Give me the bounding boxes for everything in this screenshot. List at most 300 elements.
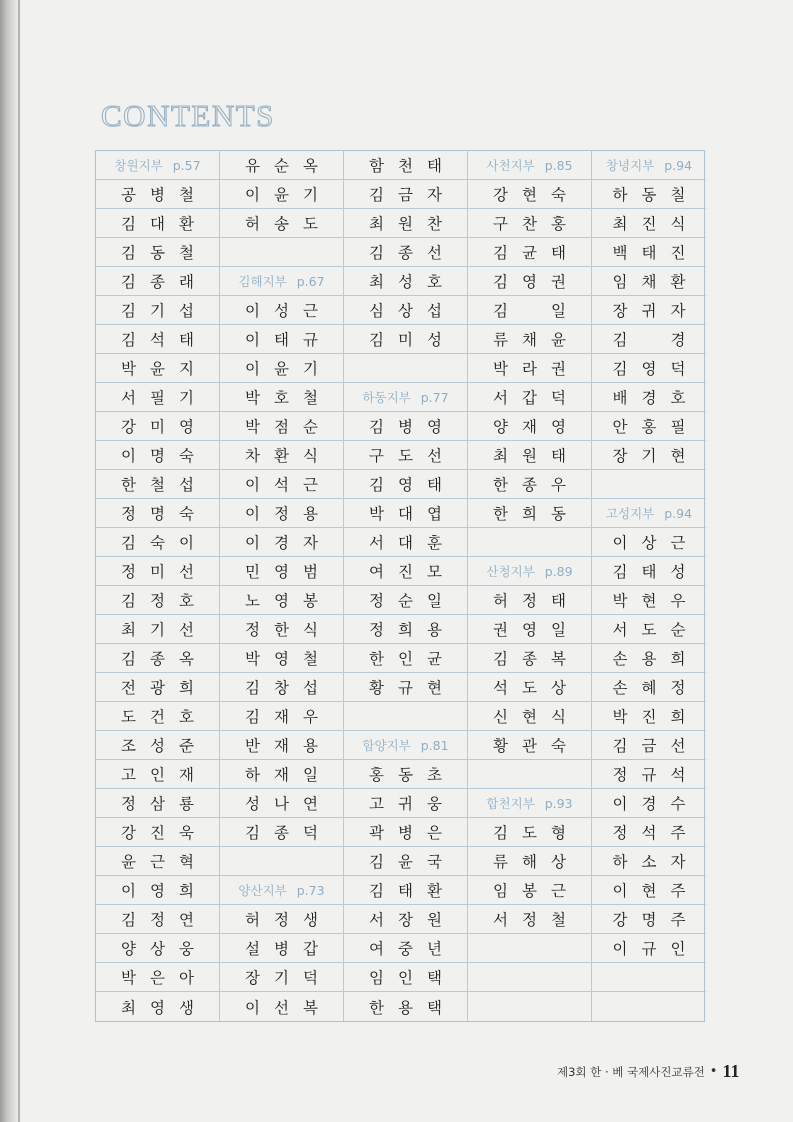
member-name-cell bbox=[220, 557, 344, 586]
member-name-cell bbox=[468, 383, 592, 412]
member-name-cell bbox=[96, 644, 220, 673]
member-name: 김 종 덕 bbox=[245, 824, 318, 842]
branch-page-ref: p.89 bbox=[544, 563, 573, 579]
member-name: 신 현 식 bbox=[493, 708, 566, 726]
member-name: 허 송 도 bbox=[245, 215, 318, 233]
member-name-cell bbox=[220, 702, 344, 731]
member-name: 강 미 영 bbox=[121, 418, 194, 436]
member-name: 김 경 bbox=[612, 331, 686, 349]
member-name-cell bbox=[220, 818, 344, 847]
member-name-cell bbox=[344, 557, 468, 586]
member-name: 전 광 희 bbox=[121, 679, 194, 697]
branch-name: 산청지부 bbox=[486, 564, 535, 579]
member-name-cell bbox=[344, 528, 468, 557]
member-name-cell bbox=[592, 586, 706, 615]
member-name: 김 정 연 bbox=[121, 911, 194, 929]
member-name-cell bbox=[592, 296, 706, 325]
member-name: 이 영 희 bbox=[121, 882, 194, 900]
member-name-cell bbox=[344, 673, 468, 702]
member-name: 유 순 옥 bbox=[245, 157, 318, 175]
member-name: 김 금 선 bbox=[612, 737, 686, 755]
member-name-cell bbox=[96, 963, 220, 992]
member-name: 설 병 갑 bbox=[245, 940, 318, 958]
member-name-cell bbox=[592, 354, 706, 383]
member-name-cell bbox=[592, 267, 706, 296]
empty-cell bbox=[468, 992, 592, 1021]
member-name-cell bbox=[592, 615, 706, 644]
member-name-cell bbox=[220, 528, 344, 557]
member-name: 최 성 호 bbox=[369, 273, 442, 291]
member-name: 서 갑 덕 bbox=[493, 389, 566, 407]
member-name: 박 라 권 bbox=[493, 360, 566, 378]
member-name-cell bbox=[96, 499, 220, 528]
member-name: 김 금 자 bbox=[369, 186, 442, 204]
member-name: 안 홍 필 bbox=[612, 418, 686, 436]
member-name: 정 미 선 bbox=[121, 563, 194, 581]
member-name-cell bbox=[96, 789, 220, 818]
member-name: 김 종 선 bbox=[369, 244, 442, 262]
member-name-cell bbox=[96, 354, 220, 383]
branch-header bbox=[220, 267, 344, 296]
member-name-cell bbox=[96, 731, 220, 760]
member-name-cell bbox=[96, 557, 220, 586]
member-name: 이 태 규 bbox=[245, 331, 318, 349]
member-name: 임 채 환 bbox=[612, 273, 686, 291]
member-name-cell bbox=[468, 847, 592, 876]
member-name-cell bbox=[96, 528, 220, 557]
member-name: 한 종 우 bbox=[493, 476, 566, 494]
member-name-cell bbox=[96, 412, 220, 441]
member-name: 손 혜 정 bbox=[612, 679, 686, 697]
member-name: 정 순 일 bbox=[369, 592, 442, 610]
member-name: 강 명 주 bbox=[612, 911, 686, 929]
member-name: 최 진 식 bbox=[612, 215, 686, 233]
member-name: 김 석 태 bbox=[121, 331, 194, 349]
member-name-cell bbox=[220, 499, 344, 528]
member-name-cell bbox=[344, 905, 468, 934]
member-name-cell bbox=[468, 180, 592, 209]
member-name: 정 한 식 bbox=[245, 621, 318, 639]
member-name: 김 대 환 bbox=[121, 215, 194, 233]
member-name-cell bbox=[468, 586, 592, 615]
member-name-cell bbox=[468, 209, 592, 238]
member-name-cell bbox=[468, 470, 592, 499]
member-name-cell bbox=[344, 180, 468, 209]
member-name: 박 윤 지 bbox=[121, 360, 194, 378]
member-name-cell bbox=[468, 644, 592, 673]
member-name-cell bbox=[96, 209, 220, 238]
member-name-cell bbox=[220, 180, 344, 209]
branch-page-ref: p.81 bbox=[420, 737, 449, 753]
member-name-cell bbox=[96, 325, 220, 354]
member-name: 고 귀 웅 bbox=[369, 795, 442, 813]
member-name: 정 명 숙 bbox=[121, 505, 194, 523]
member-name: 구 찬 홍 bbox=[493, 215, 566, 233]
member-name: 김 일 bbox=[493, 302, 566, 320]
branch-page-ref: p.57 bbox=[172, 157, 201, 173]
member-name: 하 재 일 bbox=[245, 766, 318, 784]
branch-page-ref: p.85 bbox=[544, 157, 573, 173]
member-name: 임 인 택 bbox=[369, 969, 442, 987]
member-name: 이 상 근 bbox=[612, 534, 686, 552]
member-name-cell bbox=[344, 470, 468, 499]
member-name: 한 용 택 bbox=[369, 998, 442, 1017]
member-name: 여 중 년 bbox=[369, 940, 442, 958]
branch-header bbox=[96, 151, 220, 180]
member-name: 김 창 섭 bbox=[245, 679, 318, 697]
empty-cell bbox=[592, 470, 706, 499]
branch-page-ref: p.73 bbox=[296, 882, 325, 898]
member-name: 성 나 연 bbox=[245, 795, 318, 813]
member-name-cell bbox=[468, 615, 592, 644]
member-name-cell bbox=[344, 151, 468, 180]
member-name-cell bbox=[592, 325, 706, 354]
member-name: 곽 병 은 bbox=[369, 824, 442, 842]
member-name-cell bbox=[468, 325, 592, 354]
branch-name: 김해지부 bbox=[238, 274, 287, 289]
member-name: 하 동 칠 bbox=[612, 186, 686, 204]
member-name: 윤 근 혁 bbox=[121, 853, 194, 871]
member-name-cell bbox=[592, 731, 706, 760]
member-name: 김 종 옥 bbox=[121, 650, 194, 668]
member-name-cell bbox=[344, 441, 468, 470]
member-name-cell bbox=[468, 412, 592, 441]
member-name: 김 윤 국 bbox=[369, 853, 442, 871]
member-name-cell bbox=[592, 673, 706, 702]
member-name-cell bbox=[592, 238, 706, 267]
member-name: 이 경 수 bbox=[612, 795, 686, 813]
member-name-cell bbox=[592, 644, 706, 673]
member-name: 강 진 욱 bbox=[121, 824, 194, 842]
member-name-cell bbox=[96, 876, 220, 905]
member-name-cell bbox=[96, 673, 220, 702]
member-name-cell bbox=[344, 296, 468, 325]
member-name-cell bbox=[592, 412, 706, 441]
member-name: 허 정 태 bbox=[493, 592, 566, 610]
member-name: 김 기 섭 bbox=[121, 302, 194, 320]
member-name-cell bbox=[96, 818, 220, 847]
member-name-cell bbox=[592, 934, 706, 963]
member-name: 이 윤 기 bbox=[245, 186, 318, 204]
branch-header bbox=[344, 383, 468, 412]
member-name-cell bbox=[592, 557, 706, 586]
member-name-cell bbox=[220, 615, 344, 644]
member-name-cell bbox=[468, 238, 592, 267]
branch-name: 창원지부 bbox=[114, 158, 163, 173]
member-name-cell bbox=[220, 325, 344, 354]
member-name-cell bbox=[220, 905, 344, 934]
member-name-cell bbox=[220, 673, 344, 702]
branch-name: 창녕지부 bbox=[605, 158, 655, 173]
member-name: 백 태 진 bbox=[612, 244, 686, 262]
member-name: 서 장 원 bbox=[369, 911, 442, 929]
member-name-cell bbox=[96, 267, 220, 296]
member-name: 홍 동 초 bbox=[369, 766, 442, 784]
member-name: 이 경 자 bbox=[245, 534, 318, 552]
member-name-cell bbox=[220, 731, 344, 760]
member-name: 한 인 균 bbox=[369, 650, 442, 668]
member-name: 황 규 현 bbox=[369, 679, 442, 697]
member-name: 김 영 태 bbox=[369, 476, 442, 494]
member-name: 정 석 주 bbox=[612, 824, 686, 842]
empty-cell bbox=[220, 238, 344, 267]
member-name-cell bbox=[592, 702, 706, 731]
member-name: 서 대 훈 bbox=[369, 534, 442, 552]
footer-bullet: • bbox=[709, 1064, 718, 1079]
member-name-cell bbox=[592, 383, 706, 412]
member-name-cell bbox=[344, 992, 468, 1021]
member-name-cell bbox=[96, 238, 220, 267]
member-name: 노 영 봉 bbox=[245, 592, 318, 610]
member-name: 장 기 현 bbox=[612, 447, 686, 465]
member-name-cell bbox=[96, 934, 220, 963]
member-name: 김 숙 이 bbox=[121, 534, 194, 552]
member-name-cell bbox=[96, 383, 220, 412]
member-name-cell bbox=[96, 441, 220, 470]
member-name-cell bbox=[220, 209, 344, 238]
member-name: 류 채 윤 bbox=[493, 331, 566, 349]
member-name-cell bbox=[592, 789, 706, 818]
empty-cell bbox=[344, 702, 468, 731]
member-name-cell bbox=[96, 905, 220, 934]
member-name-cell bbox=[220, 934, 344, 963]
member-name-cell bbox=[220, 441, 344, 470]
member-name-cell bbox=[220, 586, 344, 615]
branch-header bbox=[468, 557, 592, 586]
member-name-cell bbox=[592, 905, 706, 934]
branch-name: 함양지부 bbox=[362, 738, 411, 753]
member-name: 허 정 생 bbox=[245, 911, 318, 929]
empty-cell bbox=[468, 963, 592, 992]
member-name: 심 상 섭 bbox=[369, 302, 442, 320]
branch-page-ref: p.94 bbox=[664, 157, 693, 173]
member-name: 공 병 철 bbox=[121, 186, 194, 204]
member-name: 박 은 아 bbox=[121, 969, 194, 987]
member-name: 이 규 인 bbox=[612, 940, 686, 958]
member-name-cell bbox=[344, 499, 468, 528]
member-name: 김 종 래 bbox=[121, 273, 194, 291]
member-name-cell bbox=[468, 702, 592, 731]
empty-cell bbox=[344, 354, 468, 383]
member-name-cell bbox=[468, 441, 592, 470]
branch-page-ref: p.67 bbox=[296, 273, 325, 289]
member-name-cell bbox=[220, 383, 344, 412]
member-name-cell bbox=[344, 847, 468, 876]
member-name-cell bbox=[344, 238, 468, 267]
member-name: 박 대 엽 bbox=[369, 505, 442, 523]
member-name-cell bbox=[468, 818, 592, 847]
member-name: 이 성 근 bbox=[245, 302, 318, 320]
member-name: 도 건 호 bbox=[121, 708, 194, 726]
member-name: 정 삼 룡 bbox=[121, 795, 194, 813]
member-name: 반 재 용 bbox=[245, 737, 318, 755]
member-name: 하 소 자 bbox=[612, 853, 686, 871]
member-name: 구 도 선 bbox=[369, 447, 442, 465]
contents-table bbox=[95, 150, 705, 1022]
member-name: 함 천 태 bbox=[369, 157, 442, 175]
member-name-cell bbox=[96, 847, 220, 876]
member-name-cell bbox=[592, 180, 706, 209]
member-name: 김 종 복 bbox=[493, 650, 566, 668]
member-name-cell bbox=[220, 151, 344, 180]
member-name-cell bbox=[468, 499, 592, 528]
member-name-cell bbox=[220, 789, 344, 818]
member-name: 김 태 환 bbox=[369, 882, 442, 900]
member-name-cell bbox=[468, 731, 592, 760]
member-name: 한 희 동 bbox=[493, 505, 566, 523]
empty-cell bbox=[468, 528, 592, 557]
branch-header bbox=[344, 731, 468, 760]
member-name-cell bbox=[96, 296, 220, 325]
member-name: 민 영 범 bbox=[245, 563, 318, 581]
footer-event-title: 제3회 한 · 베 국제사진교류전 bbox=[557, 1064, 705, 1079]
member-name: 서 필 기 bbox=[121, 389, 194, 407]
page-title: CONTENTS bbox=[101, 98, 275, 133]
empty-cell bbox=[592, 992, 706, 1021]
member-name: 김 병 영 bbox=[369, 418, 442, 436]
page-footer bbox=[557, 1061, 739, 1082]
member-name-cell bbox=[592, 876, 706, 905]
member-name-cell bbox=[96, 702, 220, 731]
member-name: 최 영 생 bbox=[121, 998, 194, 1017]
branch-header bbox=[468, 789, 592, 818]
member-name: 한 철 섭 bbox=[121, 476, 194, 494]
member-name: 이 정 용 bbox=[245, 505, 318, 523]
member-name: 황 관 숙 bbox=[493, 737, 566, 755]
member-name-cell bbox=[344, 789, 468, 818]
member-name-cell bbox=[468, 673, 592, 702]
member-name-cell bbox=[344, 934, 468, 963]
branch-name: 하동지부 bbox=[362, 390, 411, 405]
member-name-cell bbox=[344, 586, 468, 615]
branch-name: 합천지부 bbox=[486, 796, 535, 811]
member-name: 김 동 철 bbox=[121, 244, 194, 262]
branch-header bbox=[220, 876, 344, 905]
member-name: 양 상 웅 bbox=[121, 940, 194, 958]
member-name: 박 진 희 bbox=[612, 708, 686, 726]
branch-name: 양산지부 bbox=[238, 883, 287, 898]
member-name-cell bbox=[344, 818, 468, 847]
member-name-cell bbox=[344, 267, 468, 296]
empty-cell bbox=[468, 760, 592, 789]
member-name-cell bbox=[468, 876, 592, 905]
member-name-cell bbox=[344, 412, 468, 441]
member-name-cell bbox=[344, 876, 468, 905]
branch-header bbox=[592, 499, 706, 528]
member-name: 강 현 숙 bbox=[493, 186, 566, 204]
branch-header bbox=[468, 151, 592, 180]
member-name-cell bbox=[468, 354, 592, 383]
member-name-cell bbox=[592, 818, 706, 847]
member-name: 정 규 석 bbox=[612, 766, 686, 784]
member-name-cell bbox=[592, 528, 706, 557]
member-name-cell bbox=[344, 325, 468, 354]
member-name: 양 재 영 bbox=[493, 418, 566, 436]
empty-cell bbox=[220, 847, 344, 876]
branch-name: 사천지부 bbox=[486, 158, 535, 173]
member-name: 최 원 태 bbox=[493, 447, 566, 465]
member-name-cell bbox=[344, 615, 468, 644]
member-name: 여 진 모 bbox=[369, 563, 442, 581]
member-name: 김 영 덕 bbox=[612, 360, 686, 378]
page-number: 11 bbox=[722, 1061, 740, 1081]
member-name: 이 선 복 bbox=[245, 998, 318, 1017]
member-name-cell bbox=[592, 847, 706, 876]
member-name: 권 영 일 bbox=[493, 621, 566, 639]
branch-header bbox=[592, 151, 706, 180]
member-name: 이 윤 기 bbox=[245, 360, 318, 378]
member-name: 박 영 철 bbox=[245, 650, 318, 668]
member-name-cell bbox=[468, 267, 592, 296]
empty-cell bbox=[468, 934, 592, 963]
book-gutter-line bbox=[18, 0, 20, 1122]
member-name-cell bbox=[344, 209, 468, 238]
branch-name: 고성지부 bbox=[605, 506, 655, 521]
member-name-cell bbox=[592, 760, 706, 789]
member-name: 최 기 선 bbox=[121, 621, 194, 639]
branch-page-ref: p.77 bbox=[420, 389, 449, 405]
member-name: 최 원 찬 bbox=[369, 215, 442, 233]
member-name-cell bbox=[220, 470, 344, 499]
member-name-cell bbox=[592, 441, 706, 470]
member-name-cell bbox=[344, 963, 468, 992]
member-name: 장 기 덕 bbox=[245, 969, 318, 987]
member-name: 석 도 상 bbox=[493, 679, 566, 697]
member-name: 정 희 용 bbox=[369, 621, 442, 639]
member-name: 류 해 상 bbox=[493, 853, 566, 871]
branch-page-ref: p.94 bbox=[664, 505, 693, 521]
member-name-cell bbox=[220, 760, 344, 789]
member-name-cell bbox=[592, 209, 706, 238]
member-name-cell bbox=[220, 412, 344, 441]
member-name: 이 현 주 bbox=[612, 882, 686, 900]
member-name-cell bbox=[220, 992, 344, 1021]
member-name-cell bbox=[96, 992, 220, 1021]
member-name: 김 균 태 bbox=[493, 244, 566, 262]
member-name: 서 도 순 bbox=[612, 621, 686, 639]
member-name-cell bbox=[220, 963, 344, 992]
branch-page-ref: p.93 bbox=[544, 795, 573, 811]
member-name-cell bbox=[344, 644, 468, 673]
member-name: 김 정 호 bbox=[121, 592, 194, 610]
member-name: 김 영 권 bbox=[493, 273, 566, 291]
member-name: 김 미 성 bbox=[369, 331, 442, 349]
member-name-cell bbox=[220, 296, 344, 325]
member-name: 박 호 철 bbox=[245, 389, 318, 407]
member-name: 서 정 철 bbox=[493, 911, 566, 929]
member-name: 조 성 준 bbox=[121, 737, 194, 755]
member-name-cell bbox=[468, 296, 592, 325]
member-name: 고 인 재 bbox=[121, 766, 194, 784]
member-name: 김 태 성 bbox=[612, 563, 686, 581]
member-name-cell bbox=[96, 586, 220, 615]
member-name: 손 용 희 bbox=[612, 650, 686, 668]
member-name-cell bbox=[96, 470, 220, 499]
member-name-cell bbox=[468, 905, 592, 934]
member-name: 이 명 숙 bbox=[121, 447, 194, 465]
member-name-cell bbox=[96, 615, 220, 644]
member-name-cell bbox=[220, 644, 344, 673]
member-name-cell bbox=[344, 760, 468, 789]
member-name-cell bbox=[96, 180, 220, 209]
member-name: 차 환 식 bbox=[245, 447, 318, 465]
member-name: 장 귀 자 bbox=[612, 302, 686, 320]
member-name: 박 점 순 bbox=[245, 418, 318, 436]
member-name-cell bbox=[96, 760, 220, 789]
member-name: 배 경 호 bbox=[612, 389, 686, 407]
member-name: 김 도 형 bbox=[493, 824, 566, 842]
empty-cell bbox=[592, 963, 706, 992]
